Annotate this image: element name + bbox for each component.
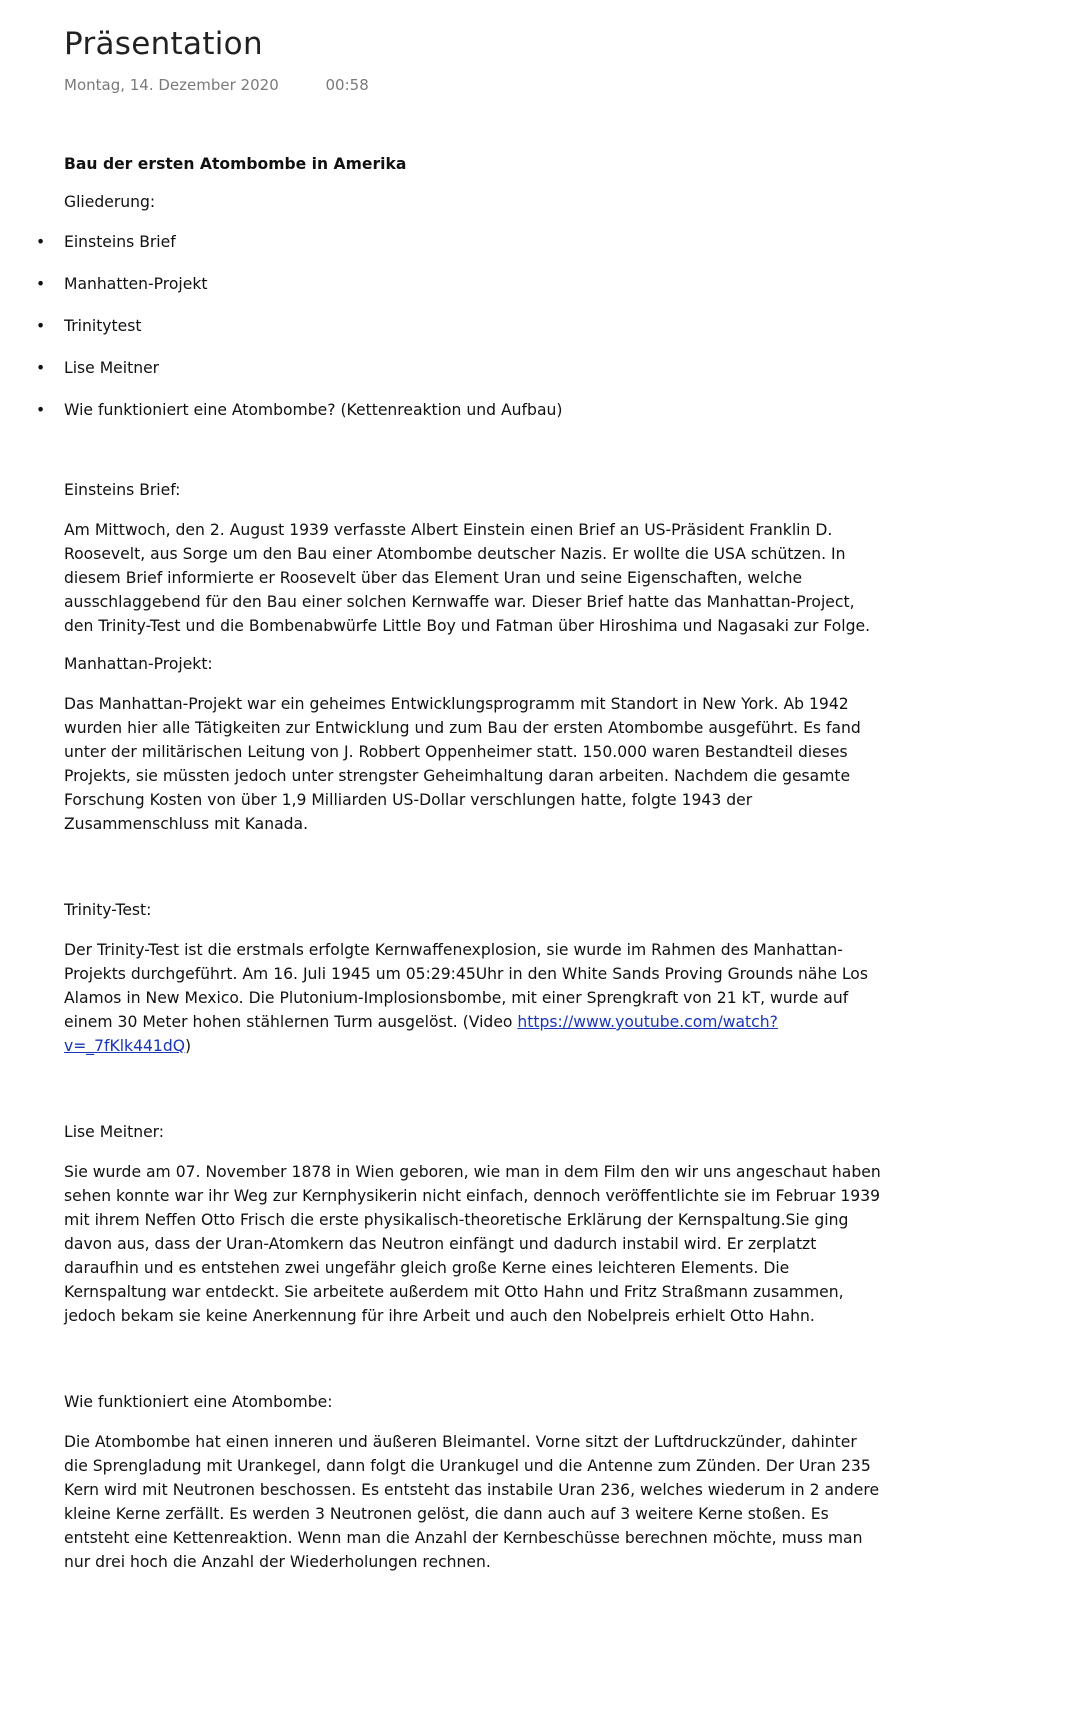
section-heading: Manhattan-Projekt: (64, 655, 213, 673)
list-item-text: Lise Meitner (64, 359, 160, 377)
section-heading: Wie funktioniert eine Atombombe: (64, 1393, 333, 1411)
section-text (64, 938, 884, 1058)
section-text: Das Manhattan-Projekt war ein geheimes Entwicklungsprogramm mit Standort in New York. Ab 1942 wurden hier alle Tätigkeiten zur Entwicklung und zum Bau der ersten Atombombe ausgeführt. Es fand unter der militärischen Leitung von J. Robbert Oppenheimer statt. 150.000 waren Bestandteil dieses Projekts, sie müssten jedoch unter strengster Geheimhaltung daran arbeiten. Nachdem die gesamte Forschung Kosten von über 1,9 Milliarden US-Dollar verschlungen hatte, folgte 1943 der Zusammenschluss mit Kanada. (64, 695, 861, 833)
list-item-text: Trinitytest (64, 317, 142, 335)
page-time: 00:58 (325, 76, 369, 94)
page-title: Präsentation (64, 26, 263, 62)
note-content[interactable] (36, 152, 884, 1588)
bullet-icon: • (36, 401, 46, 419)
section-text: Am Mittwoch, den 2. August 1939 verfasste Albert Einstein einen Brief an US-Präsident Franklin D. Roosevelt, aus Sorge um den Bau einer Atombombe deutscher Nazis. Er wollte die USA schützen. In diesem Brief informierte er Roosevelt über das Element Uran und seine Eigenschaften, welche ausschlaggebend für den Bau einer solchen Kernwaffe war. Dieser Brief hatte das Manhattan-Project, den Trinity-Test und die Bombenabwürfe Little Boy und Fatman über Hiroshima und Nagasaki zur Folge. (64, 521, 871, 635)
list-item-text: Manhatten-Projekt (64, 275, 208, 293)
bullet-icon: • (36, 359, 46, 377)
section-text-body: Der Trinity-Test ist die erstmals erfolgte Kernwaffenexplosion, sie wurde im Rahmen des Manhattan-Projekts durchgeführt. Am 16. Juli 1945 um 05:29:45Uhr in den White Sands Proving Grounds nähe Los Alamos in New Mexico. Die Plutonium-Implosionsbombe, mit einer Sprengkraft von 21 kT, wurde auf einem 30 Meter hohen stählernen Turm ausgelöst. (Video (64, 941, 868, 1031)
list-item (36, 314, 884, 338)
document-heading: Bau der ersten Atombombe in Amerika (64, 155, 407, 173)
section-einstein (64, 478, 884, 638)
list-item (36, 398, 884, 422)
bullet-icon: • (36, 317, 46, 335)
list-item (36, 272, 884, 296)
bullet-icon: • (36, 275, 46, 293)
section-text: Die Atombombe hat einen inneren und äußeren Bleimantel. Vorne sitzt der Luftdruckzünder, dahinter die Sprengladung mit Urankegel, dann folgt die Urankugel und die Antenne zum Zünden. Der Uran 235 Kern wird mit Neutronen beschossen. Es entsteht das instabile Uran 236, welches wiederum in 2 andere kleine Kerne zerfällt. Es werden 3 Neutronen gelöst, die dann auch auf 3 weitere Kerne stoßen. Es entsteht eine Kettenreaktion. Wenn man die Anzahl der Kernbeschüsse berechnen möchte, muss man nur drei hoch die Anzahl der Wiederholungen rechnen. (64, 1433, 880, 1571)
section-text-tail: ) (185, 1037, 192, 1055)
section-atombombe (64, 1390, 884, 1574)
section-text: Sie wurde am 07. November 1878 in Wien geboren, wie man in dem Film den wir uns angeschaut haben sehen konnte war ihr Weg zur Kernphysikerin nicht einfach, dennoch veröffentlichte sie im Februar 1939 mit ihrem Neffen Otto Frisch die erste physikalisch-theoretische Erklärung der Kernspaltung.Sie ging davon aus, dass der Uran-Atomkern das Neutron einfängt und dadurch instabil wird. Er zerplatzt daraufhin und es entstehen zwei ungefähr gleich große Kerne eines leichteren Elements. Die Kernspaltung war entdeckt. Sie arbeitete außerdem mit Otto Hahn und Fritz Straßmann zusammen, jedoch bekam sie keine Anerkennung für ihre Arbeit und auch den Nobelpreis erhielt Otto Hahn. (64, 1163, 881, 1325)
bullet-icon: • (36, 233, 46, 251)
section-heading: Einsteins Brief: (64, 481, 181, 499)
outline-list (36, 230, 884, 422)
list-item-text: Einsteins Brief (64, 233, 176, 251)
list-item (36, 356, 884, 380)
section-trinity (64, 898, 884, 1058)
section-manhattan (64, 652, 884, 836)
page-meta (64, 76, 369, 94)
section-heading: Lise Meitner: (64, 1123, 165, 1141)
list-item (36, 230, 884, 254)
page-date: Montag, 14. Dezember 2020 (64, 76, 279, 94)
section-meitner (64, 1120, 884, 1328)
section-heading: Trinity-Test: (64, 901, 152, 919)
video-link[interactable]: https://www.youtube.com/watch?v=_7fKlk441dQ (64, 1013, 778, 1055)
list-item-text: Wie funktioniert eine Atombombe? (Kettenreaktion und Aufbau) (64, 401, 563, 419)
outline-label: Gliederung: (64, 193, 156, 211)
